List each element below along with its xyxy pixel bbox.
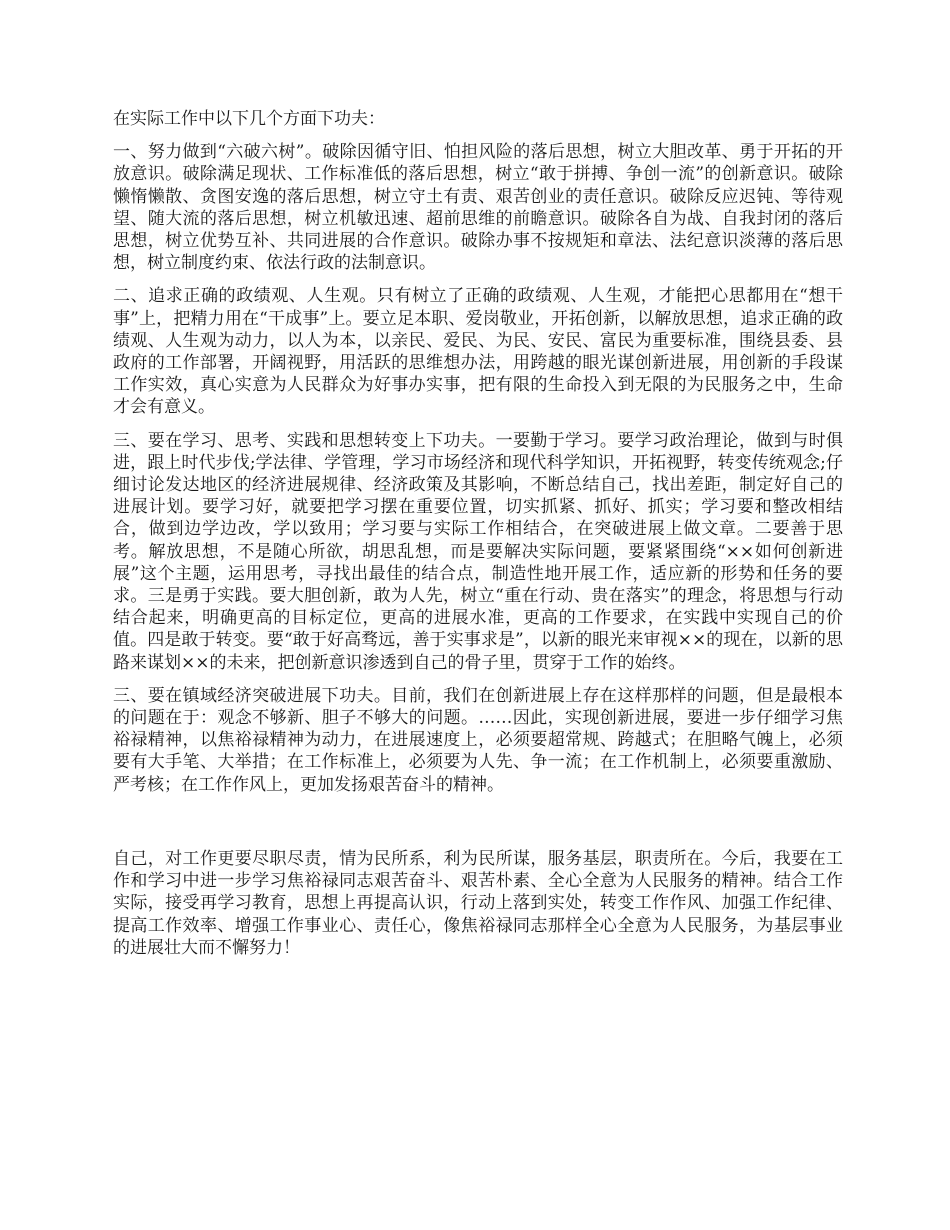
intro-line: 在实际工作中以下几个方面下功夫： xyxy=(113,109,385,129)
paragraph-town-economy: 三、要在镇域经济突破进展下功夫。目前，我们在创新进展上存在这样那样的问题，但是最根本的问题在于：观念不够新、胆子不够大的问题。……因此，实现创新进展，要进一步仔细学习焦裕禄精神，以焦裕禄精神为动力，在进展速度上，必须要超常规、跨越式；在胆略气魄上，必须要有大手笔、大举措；在工作标准上，必须要为人先、争一流；在工作机制上，必须要重激励、严考核；在工作作风上，更加发扬艰苦奋斗的精神。 xyxy=(113,685,843,795)
section-gap xyxy=(113,807,843,848)
paragraph-six-breaks: 一、努力做到“六破六树”。破除因循守旧、怕担风险的落后思想，树立大胆改革、勇于开拓的开放意识。破除满足现状、工作标准低的落后思想，树立“敢于拼搏、争创一流”的创新意识。破除懒惰懒散、贪图安逸的落后思想，树立守土有责、艰苦创业的责任意识。破除反应迟钝、等待观望、随大流的落后思想，树立机敏迅速、超前思维的前瞻意识。破除各自为战、自我封闭的落后思想，树立优势互补、共同进展的合作意识。破除办事不按规矩和章法、法纪意识淡薄的落后思想，树立制度约束、依法行政的法制意识。 xyxy=(113,142,843,274)
closing-paragraph: 自己，对工作更要尽职尽责，情为民所系，利为民所谋，服务基层，职责所在。今后，我要在工作和学习中进一步学习焦裕禄同志艰苦奋斗、艰苦朴素、全心全意为人民服务的精神。结合工作实际，接受再学习教育，思想上再提高认识，行动上落到实处，转变工作作风、加强工作纪律、提高工作效率、增强工作事业心、责任心，像焦裕禄同志那样全心全意为人民服务，为基层事业的进展壮大而不懈努力！ xyxy=(113,848,843,958)
document-body xyxy=(113,108,843,970)
paragraph-achievement-view: 二、追求正确的政绩观、人生观。只有树立了正确的政绩观、人生观，才能把心思都用在“想干事”上，把精力用在“干成事”上。要立足本职、爱岗敬业，开拓创新，以解放思想，追求正确的政绩观、人生观为动力，以人为本，以亲民、爱民、为民、安民、富民为重要标准，围绕县委、县政府的工作部署，开阔视野，用活跃的思维想办法，用跨越的眼光谋创新进展，用创新的手段谋工作实效，真心实意为人民群众为好事办实事，把有限的生命投入到无限的为民服务之中，生命才会有意义。 xyxy=(113,286,843,418)
paragraph-learning-thinking: 三、要在学习、思考、实践和思想转变上下功夫。一要勤于学习。要学习政治理论，做到与时俱进，跟上时代步伐;学法律、学管理，学习市场经济和现代科学知识，开拓视野，转变传统观念;仔细讨论发达地区的经济进展规律、经济政策及其影响，不断总结自己，找出差距，制定好自己的进展计划。要学习好，就要把学习摆在重要位置，切实抓紧、抓好、抓实；学习要和整改相结合，做到边学边改，学以致用；学习要与实际工作相结合，在突破进展上做文章。二要善于思考。解放思想，不是随心所欲，胡思乱想，而是要解决实际问题，要紧紧围绕“××如何创新进展”这个主题，运用思考，寻找出最佳的结合点，制造性地开展工作，适应新的形势和任务的要求。三是勇于实践。要大胆创新，敢为人先，树立“重在行动、贵在落实”的理念，将思想与行动结合起来，明确更高的目标定位，更高的进展水准，更高的工作要求，在实践中实现自己的价值。四是敢于转变。要“敢于好高骛远，善于实事求是”，以新的眼光来审视××的现在，以新的思路来谋划××的未来，把创新意识渗透到自己的骨子里，贯穿于工作的始终。 xyxy=(113,430,844,673)
